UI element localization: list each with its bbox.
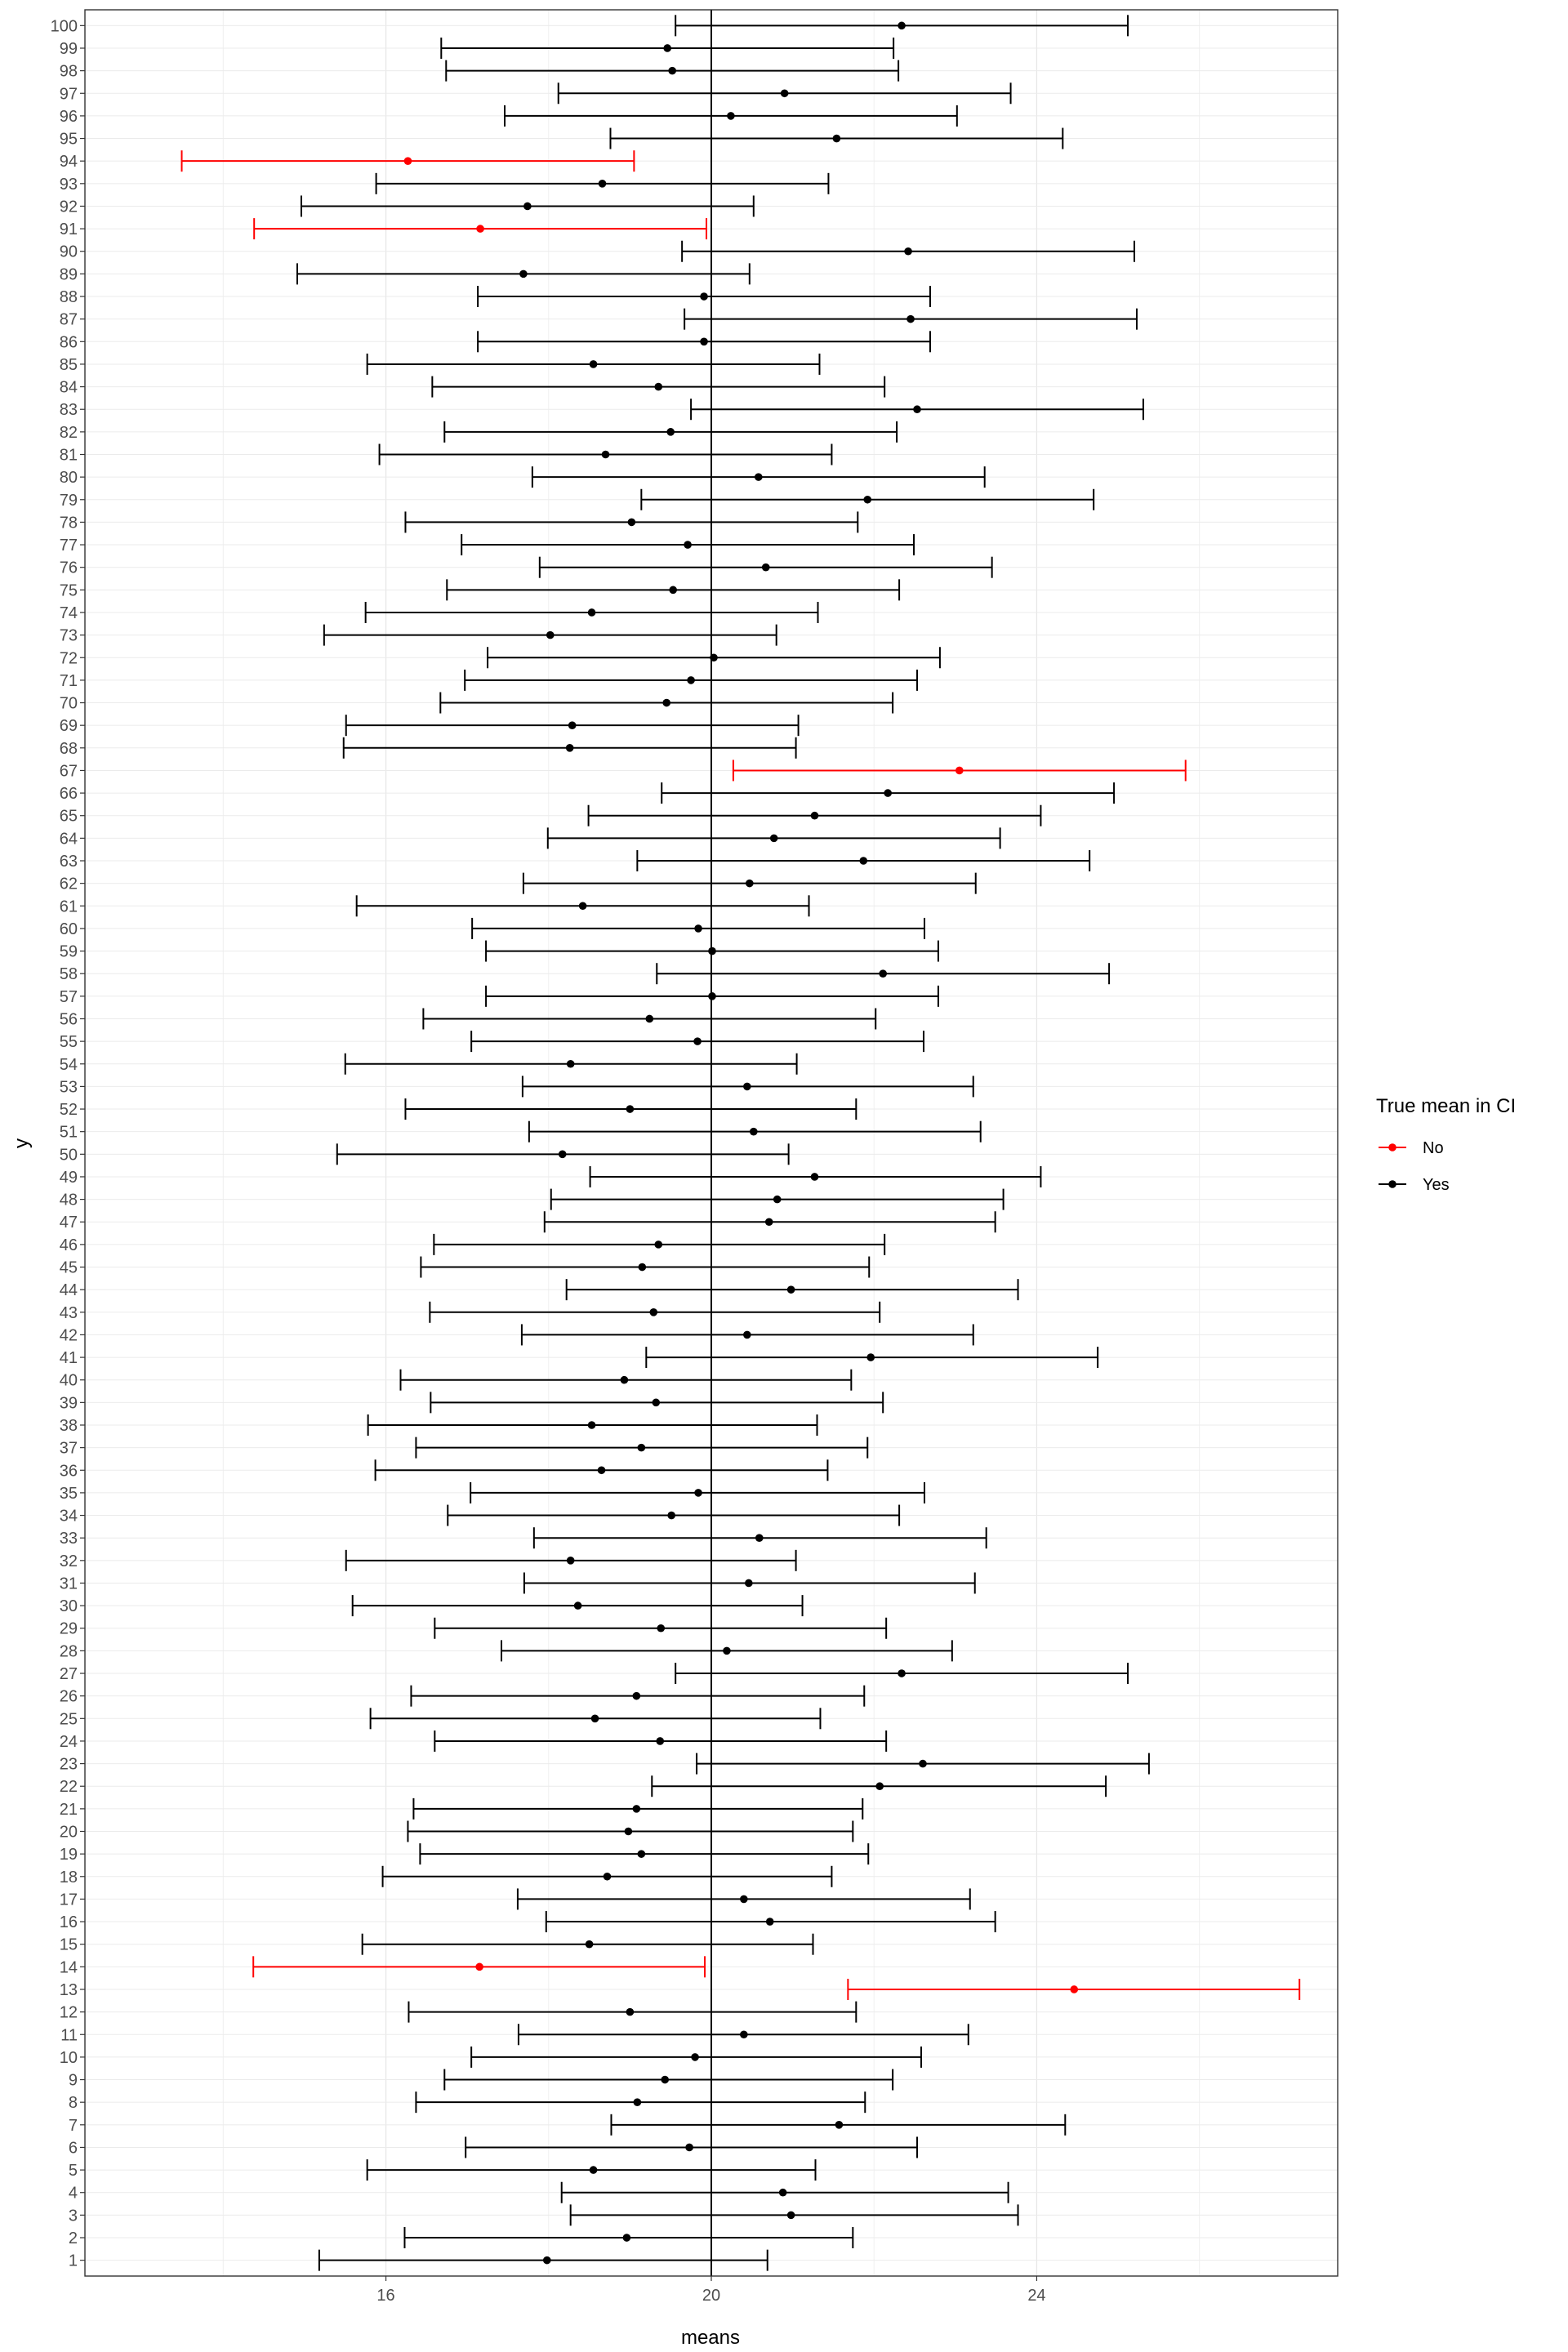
mean-point (567, 1060, 575, 1068)
mean-point (884, 789, 892, 797)
y-tick-label: 40 (59, 1371, 78, 1390)
mean-point (649, 1308, 657, 1316)
y-tick-label: 28 (59, 1642, 78, 1661)
y-tick-label: 55 (59, 1033, 78, 1052)
y-tick-label: 65 (59, 807, 78, 826)
mean-point (694, 924, 702, 933)
y-tick-label: 76 (59, 559, 78, 577)
y-tick-label: 91 (59, 220, 78, 239)
y-tick-label: 8 (68, 2094, 78, 2113)
y-tick-label: 80 (59, 469, 78, 488)
mean-point (475, 1963, 483, 1971)
y-tick-label: 62 (59, 875, 78, 893)
y-tick-label: 96 (59, 107, 78, 126)
y-tick-label: 21 (59, 1800, 78, 1819)
y-tick-label: 61 (59, 898, 78, 916)
mean-point (639, 1263, 647, 1272)
y-tick-label: 44 (59, 1281, 78, 1300)
y-tick-label: 87 (59, 310, 78, 329)
y-tick-label: 47 (59, 1214, 78, 1232)
mean-point (476, 225, 484, 233)
y-tick-label: 85 (59, 355, 78, 374)
mean-point (568, 721, 577, 729)
mean-point (519, 270, 528, 278)
mean-point (904, 247, 912, 256)
mean-point (710, 653, 718, 662)
mean-point (657, 1624, 665, 1633)
mean-point (638, 1850, 646, 1858)
mean-point (621, 1376, 629, 1384)
mean-point (898, 1669, 906, 1677)
y-tick-label: 89 (59, 265, 78, 284)
mean-point (700, 292, 708, 301)
mean-point (743, 1083, 751, 1091)
mean-point (626, 2008, 635, 2016)
y-tick-label: 60 (59, 920, 78, 938)
mean-point (586, 1940, 594, 1949)
legend-key-point (1388, 1143, 1396, 1152)
mean-point (762, 564, 770, 572)
mean-point (559, 1151, 567, 1159)
y-tick-label: 49 (59, 1168, 78, 1187)
mean-point (766, 1918, 774, 1926)
mean-point (906, 315, 915, 323)
mean-point (567, 1557, 575, 1565)
y-tick-label: 67 (59, 762, 78, 781)
mean-point (523, 203, 532, 211)
y-tick-label: 82 (59, 423, 78, 442)
y-tick-label: 93 (59, 175, 78, 194)
y-tick-label: 36 (59, 1462, 78, 1481)
mean-point (781, 89, 789, 97)
y-tick-label: 25 (59, 1710, 78, 1729)
y-tick-label: 2 (68, 2230, 78, 2248)
mean-point (591, 1715, 599, 1723)
y-tick-label: 6 (68, 2139, 78, 2158)
mean-point (598, 1466, 606, 1474)
mean-point (746, 880, 754, 888)
mean-point (691, 2053, 699, 2061)
y-tick-label: 53 (59, 1078, 78, 1097)
y-tick-label: 9 (68, 2071, 78, 2090)
mean-point (645, 1015, 653, 1023)
mean-point (898, 22, 906, 30)
y-tick-label: 30 (59, 1597, 78, 1616)
y-tick-label: 99 (59, 39, 78, 58)
mean-point (740, 2030, 748, 2038)
y-tick-label: 88 (59, 288, 78, 307)
y-tick-label: 58 (59, 965, 78, 984)
y-tick-label: 31 (59, 1575, 78, 1593)
y-tick-label: 16 (59, 1913, 78, 1932)
y-tick-label: 68 (59, 739, 78, 758)
y-tick-label: 92 (59, 198, 78, 216)
mean-point (879, 969, 887, 978)
y-tick-label: 71 (59, 671, 78, 690)
mean-point (668, 67, 676, 75)
mean-point (765, 1218, 773, 1226)
y-tick-label: 84 (59, 378, 78, 397)
mean-point (694, 1489, 702, 1497)
mean-point (693, 1037, 702, 1045)
mean-point (599, 180, 607, 188)
y-tick-label: 29 (59, 1619, 78, 1638)
mean-point (666, 428, 675, 436)
mean-point (743, 1331, 751, 1339)
y-tick-label: 5 (68, 2162, 78, 2180)
y-tick-label: 43 (59, 1303, 78, 1322)
x-tick-label: 24 (1027, 2287, 1046, 2305)
mean-point (633, 1805, 641, 1813)
mean-point (404, 157, 412, 165)
mean-point (574, 1601, 582, 1610)
y-tick-label: 7 (68, 2116, 78, 2135)
legend-label: No (1423, 1139, 1444, 1157)
mean-point (588, 608, 596, 617)
y-tick-label: 54 (59, 1055, 78, 1074)
y-tick-label: 38 (59, 1416, 78, 1435)
y-tick-label: 3 (68, 2207, 78, 2225)
mean-point (543, 2256, 551, 2265)
mean-point (654, 383, 662, 391)
mean-point (662, 699, 670, 707)
y-tick-label: 78 (59, 514, 78, 532)
mean-point (755, 1534, 764, 1542)
mean-point (669, 586, 677, 595)
mean-point (546, 631, 555, 639)
y-tick-label: 45 (59, 1258, 78, 1277)
y-tick-label: 20 (59, 1823, 78, 1842)
x-tick-label: 20 (702, 2287, 721, 2305)
y-tick-label: 13 (59, 1980, 78, 1999)
mean-point (638, 1444, 646, 1452)
y-tick-label: 12 (59, 2003, 78, 2022)
y-tick-label: 32 (59, 1552, 78, 1570)
mean-point (625, 1828, 633, 1836)
mean-point (727, 112, 735, 120)
mean-point (770, 835, 778, 843)
mean-point (833, 135, 841, 143)
legend-label: Yes (1423, 1176, 1450, 1194)
mean-point (1070, 1985, 1078, 1993)
y-tick-label: 35 (59, 1484, 78, 1503)
mean-point (626, 1105, 635, 1113)
y-tick-label: 14 (59, 1958, 78, 1977)
y-tick-label: 98 (59, 62, 78, 81)
mean-point (708, 992, 716, 1000)
mean-point (656, 1737, 664, 1745)
mean-point (811, 812, 819, 820)
y-tick-label: 75 (59, 581, 78, 600)
y-tick-label: 63 (59, 853, 78, 871)
y-tick-label: 86 (59, 333, 78, 352)
mean-point (956, 767, 964, 775)
mean-point (623, 2234, 631, 2242)
y-tick-label: 39 (59, 1394, 78, 1413)
y-tick-label: 10 (59, 2048, 78, 2067)
y-tick-label: 74 (59, 604, 78, 622)
mean-point (863, 496, 871, 504)
mean-point (685, 2144, 693, 2152)
x-axis-title: means (680, 2327, 741, 2349)
y-tick-label: 19 (59, 1846, 78, 1864)
y-tick-label: 17 (59, 1891, 78, 1909)
mean-point (859, 857, 867, 865)
mean-point (588, 1421, 596, 1429)
y-tick-label: 52 (59, 1101, 78, 1120)
mean-point (633, 1692, 641, 1700)
y-tick-label: 100 (50, 17, 78, 36)
mean-point (811, 1173, 819, 1181)
mean-point (566, 744, 574, 752)
y-tick-label: 81 (59, 446, 78, 465)
mean-point (654, 1241, 662, 1249)
mean-point (779, 2189, 787, 2197)
y-tick-label: 70 (59, 694, 78, 713)
mean-point (604, 1873, 612, 1881)
y-tick-label: 24 (59, 1732, 78, 1751)
mean-point (787, 1285, 795, 1294)
y-tick-label: 97 (59, 85, 78, 104)
mean-point (740, 1895, 748, 1904)
mean-point (750, 1128, 758, 1136)
mean-point (602, 451, 610, 459)
y-tick-label: 57 (59, 987, 78, 1006)
mean-point (661, 2076, 669, 2084)
mean-point (652, 1399, 660, 1407)
mean-point (700, 337, 708, 345)
legend-title: True mean in CI (1376, 1095, 1517, 1117)
mean-point (919, 1760, 927, 1768)
mean-point (913, 405, 921, 413)
y-tick-label: 90 (59, 243, 78, 261)
mean-point (787, 2212, 795, 2220)
y-tick-label: 94 (59, 153, 78, 172)
y-tick-label: 51 (59, 1123, 78, 1142)
y-tick-label: 23 (59, 1755, 78, 1774)
y-tick-label: 34 (59, 1507, 78, 1526)
y-tick-label: 69 (59, 717, 78, 736)
y-tick-label: 33 (59, 1530, 78, 1548)
y-tick-label: 50 (59, 1146, 78, 1165)
mean-point (628, 519, 636, 527)
y-tick-label: 41 (59, 1349, 78, 1368)
y-tick-label: 66 (59, 785, 78, 804)
y-tick-label: 11 (60, 2026, 78, 2045)
mean-point (875, 1782, 884, 1790)
y-tick-label: 27 (59, 1665, 78, 1684)
mean-point (663, 44, 671, 52)
y-tick-label: 18 (59, 1868, 78, 1886)
y-tick-label: 48 (59, 1191, 78, 1209)
mean-point (773, 1196, 782, 1204)
y-tick-label: 37 (59, 1439, 78, 1458)
y-tick-label: 4 (68, 2184, 78, 2203)
y-tick-label: 1 (68, 2252, 78, 2270)
y-tick-label: 77 (59, 537, 78, 555)
y-tick-label: 22 (59, 1778, 78, 1797)
mean-point (723, 1647, 731, 1655)
mean-point (590, 360, 598, 368)
legend-key-point (1388, 1180, 1396, 1188)
y-tick-label: 83 (59, 401, 78, 420)
mean-point (866, 1353, 875, 1361)
mean-point (708, 947, 716, 956)
mean-point (684, 541, 692, 549)
y-tick-label: 72 (59, 649, 78, 668)
y-tick-label: 42 (59, 1326, 78, 1345)
mean-point (745, 1579, 753, 1588)
mean-point (634, 2098, 642, 2106)
y-tick-label: 56 (59, 1010, 78, 1029)
y-tick-label: 79 (59, 491, 78, 510)
y-axis-title: y (11, 1138, 33, 1148)
y-tick-label: 95 (59, 130, 78, 149)
y-tick-label: 15 (59, 1936, 78, 1954)
mean-point (667, 1512, 675, 1520)
mean-point (579, 902, 587, 910)
mean-point (835, 2121, 844, 2129)
y-tick-label: 73 (59, 626, 78, 645)
y-tick-label: 59 (59, 942, 78, 961)
mean-point (687, 676, 695, 684)
mean-point (590, 2166, 598, 2174)
x-tick-label: 16 (376, 2287, 395, 2305)
y-tick-label: 64 (59, 830, 78, 849)
y-tick-label: 46 (59, 1236, 78, 1254)
y-tick-label: 26 (59, 1687, 78, 1706)
mean-point (755, 473, 763, 481)
